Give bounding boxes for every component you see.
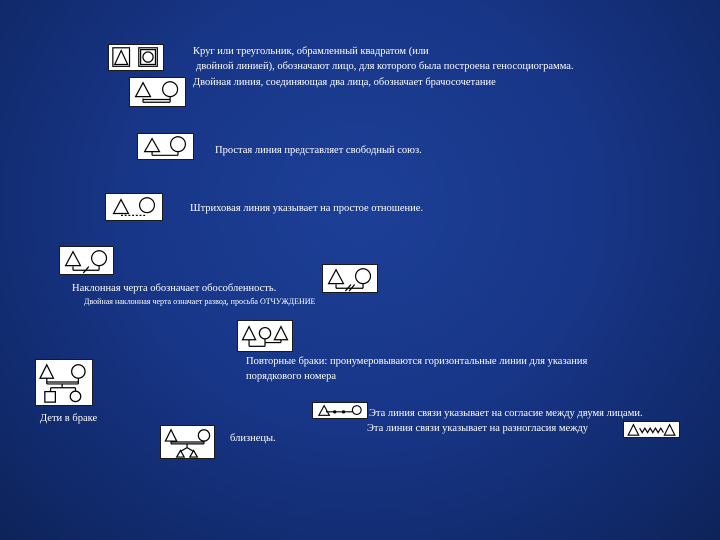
free-union-text: Простая линия представляет свободный союз. (215, 145, 422, 156)
free-union-symbol-icon (137, 133, 194, 160)
framed-person-text-line-2: двойной линией), обозначают лицо, для которого была построена геносоциограмма. (196, 61, 574, 72)
dashed-relation-text: Штриховая линия указывает на простое отношение. (190, 203, 424, 214)
marriage-text: Двойная линия, соединяющая два лица, обозначает брачосочетание (193, 77, 496, 88)
repeated-marriage-text-line-1: Повторные браки: пронумеровываются горизонтальные линии для указания (246, 356, 588, 367)
disagreement-text: Эта линия связи указывает на разногласия между (367, 423, 588, 434)
marriage-symbol-icon (129, 77, 186, 107)
agreement-line-icon (312, 402, 368, 419)
separation-symbol-icon (59, 246, 114, 275)
separation-text: Наклонная черта обозначает обособленность. (72, 283, 277, 294)
twins-symbol-icon (160, 425, 215, 459)
framed-person-text-line-1: Круг или треугольник, обрамленный квадратом (или (193, 46, 429, 57)
framed-person-icon (108, 44, 164, 71)
divorce-text: Двойная наклонная черта означает развод, просьба ОТЧУЖДЕНИЕ (84, 297, 316, 306)
children-symbol-icon (35, 359, 93, 406)
dashed-relation-symbol-icon (105, 193, 163, 221)
twins-text: близнецы. (230, 433, 276, 444)
repeated-marriage-symbol-icon (237, 320, 293, 352)
repeated-marriage-text-line-2: порядкового номера (246, 371, 337, 382)
disagreement-line-icon (623, 421, 680, 438)
children-text: Дети в браке (40, 413, 98, 424)
divorce-symbol-icon (322, 264, 378, 293)
agreement-text: Эта линия связи указывает на согласие между двумя лицами. (369, 408, 643, 419)
